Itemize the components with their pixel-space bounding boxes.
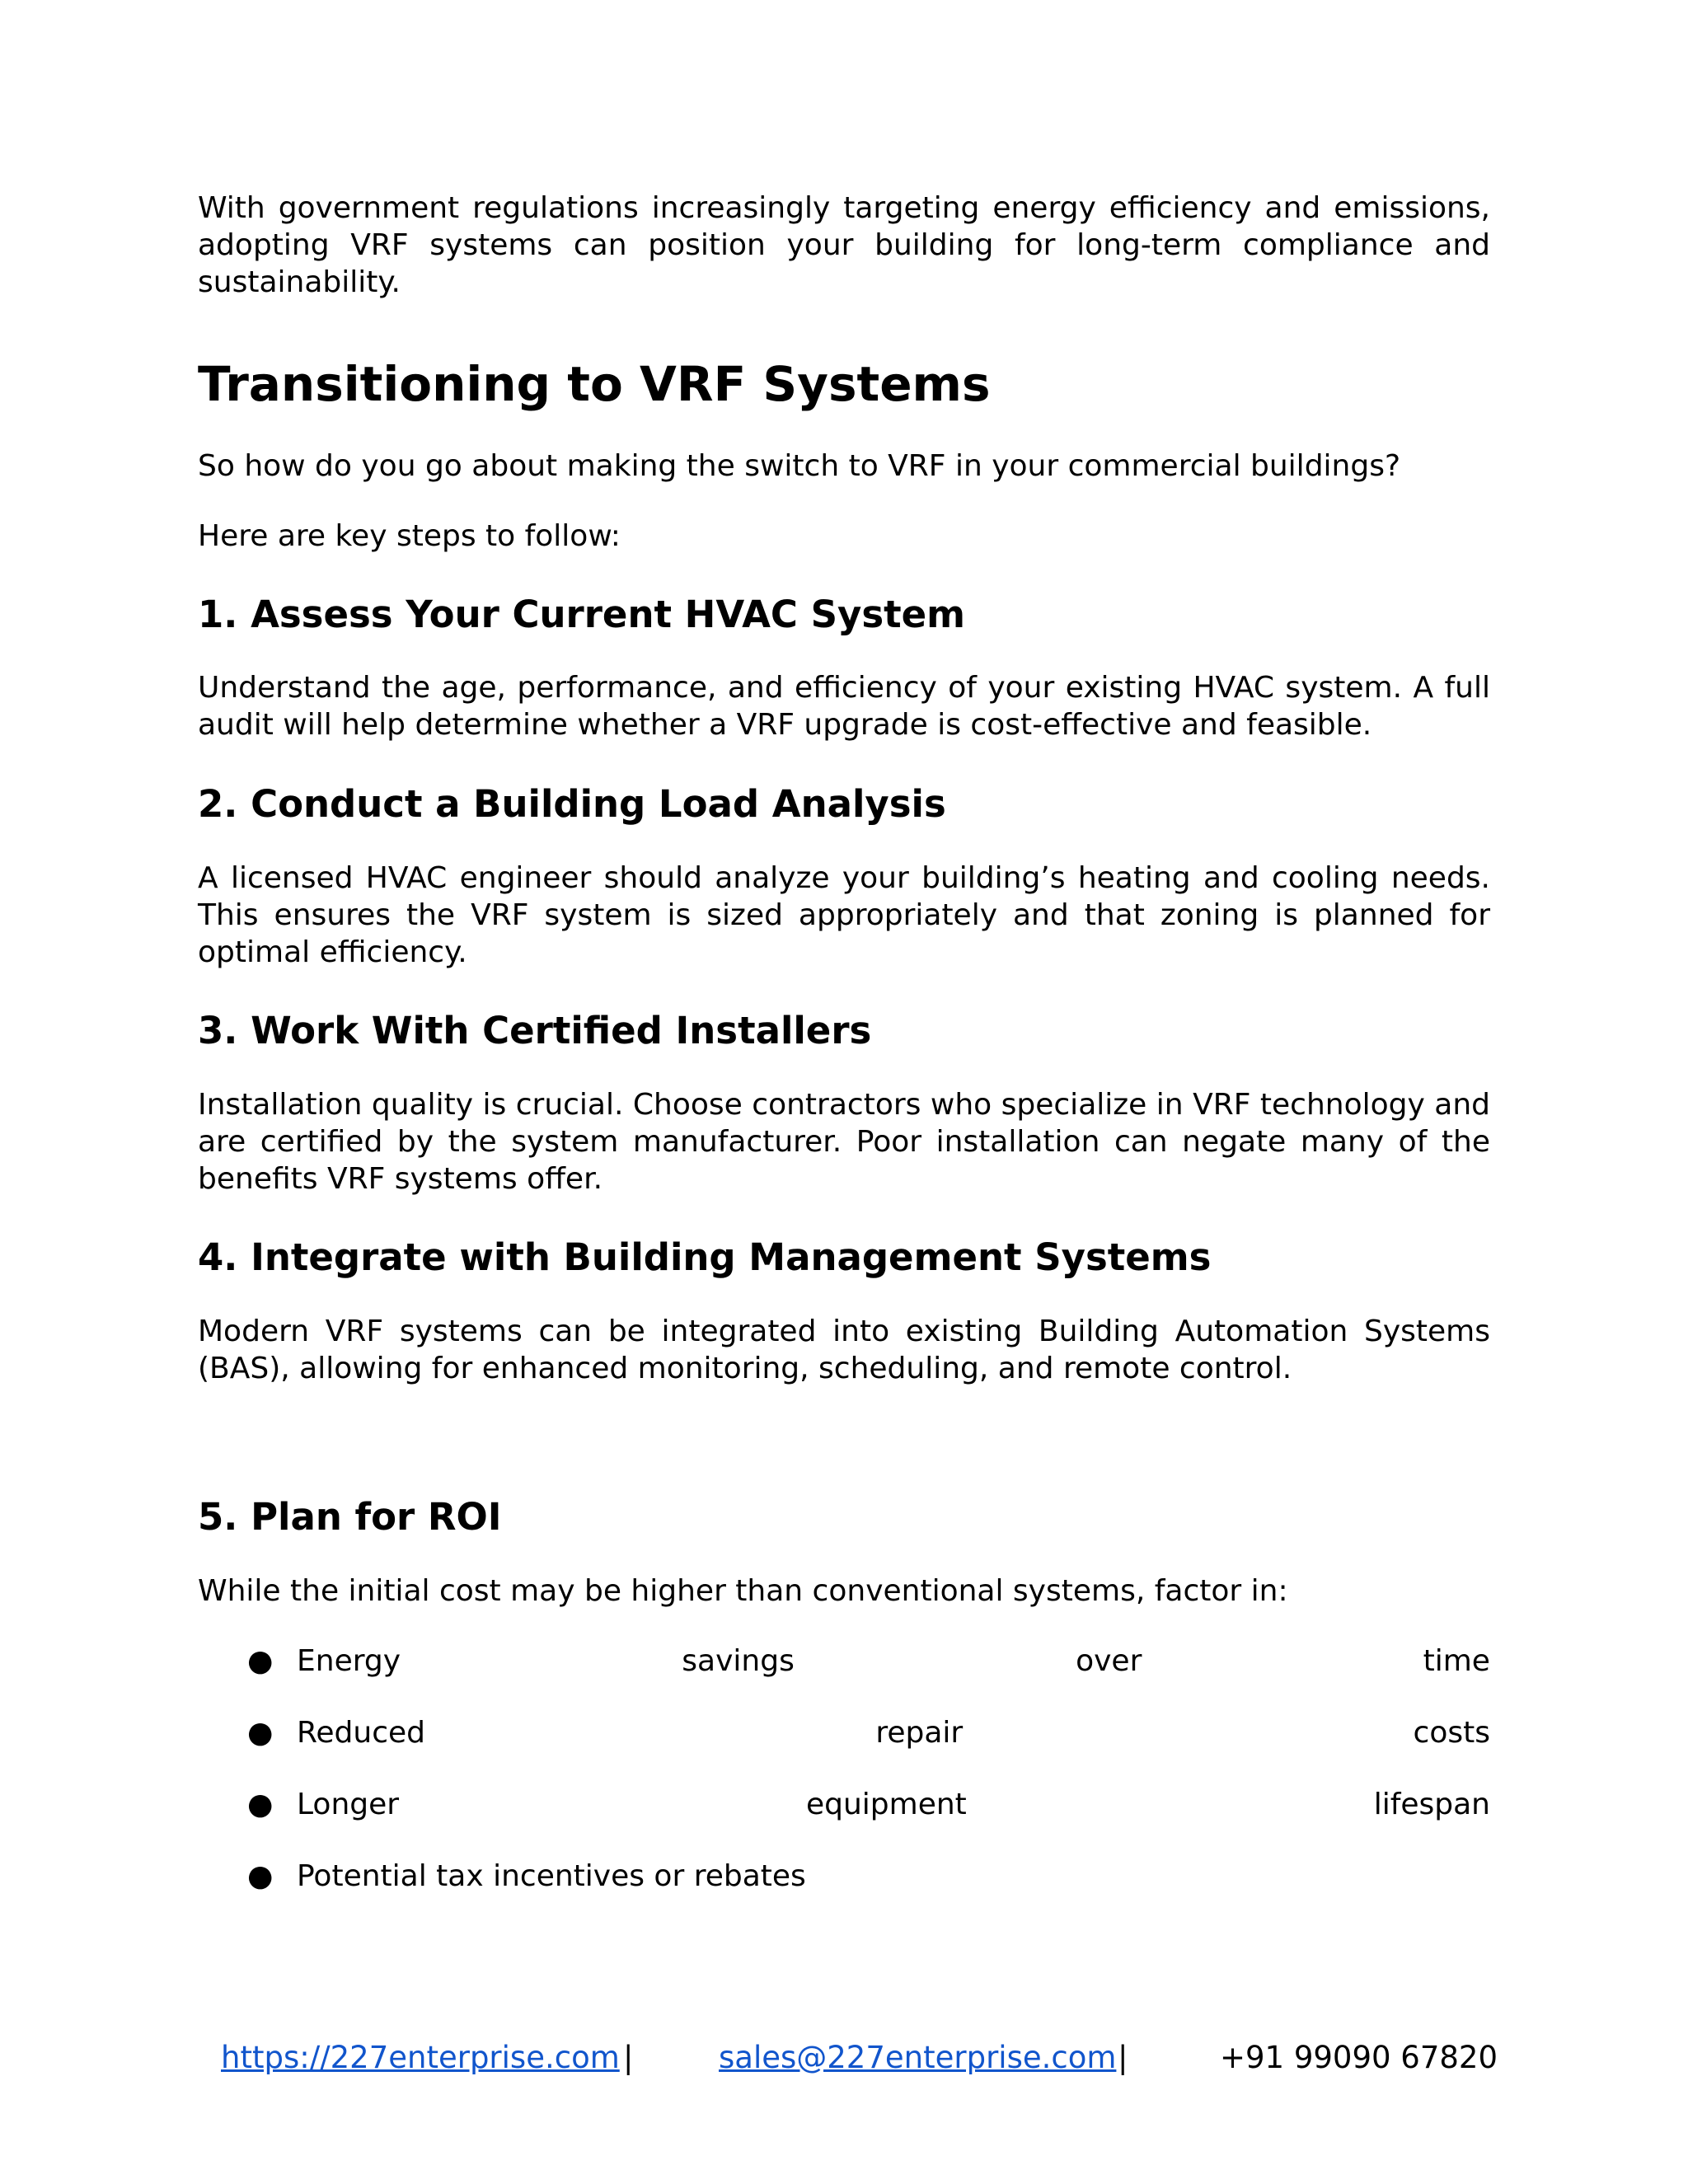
bullet-text [297, 1643, 1490, 1680]
step-3-body: Installation quality is crucial. Choose contractors who specialize in VRF technology and are certified by the system manufacturer. Poor installation can negate many of the benefits VRF systems offer. [198, 1088, 1490, 1196]
step-3-heading: 3. Work With Certified Installers [198, 1009, 872, 1052]
footer-separator: | [623, 2040, 634, 2075]
step-2-body: A licensed HVAC engineer should analyze your building’s heating and cooling needs. This ensures the VRF system is sized appropriately and that zoning is planned for optimal efficiency. [198, 861, 1490, 969]
section-lead: So how do you go about making the switch to VRF in your commercial buildings? [198, 449, 1401, 483]
list-item [198, 1858, 1490, 1895]
bullet-word: costs [1413, 1716, 1490, 1750]
bullet-word: Longer [297, 1788, 400, 1821]
bullet-word: Energy [297, 1644, 401, 1678]
email-link[interactable]: sales@227enterprise.com [719, 2040, 1117, 2075]
bullet-word: Reduced [297, 1716, 426, 1750]
step-1-heading: 1. Assess Your Current HVAC System [198, 593, 966, 636]
bullet-word: over [1076, 1644, 1142, 1678]
step-5-heading: 5. Plan for ROI [198, 1495, 502, 1539]
phone-number: +91 99090 67820 [1220, 2040, 1498, 2075]
list-item [198, 1643, 1490, 1680]
website-link[interactable]: https://227enterprise.com [221, 2040, 620, 2075]
bullet-word: repair [875, 1716, 964, 1750]
bullet-icon: ● [247, 1859, 274, 1893]
bullet-text [297, 1858, 1490, 1895]
list-item [198, 1786, 1490, 1823]
steps-intro: Here are key steps to follow: [198, 519, 621, 553]
step-1-body: Understand the age, performance, and efficiency of your existing HVAC system. A full audit will help determine whether a VRF upgrade is cost-effective and feasible. [198, 671, 1490, 742]
bullet-word: lifespan [1373, 1788, 1490, 1821]
bullet-word: Potential tax incentives or rebates [297, 1859, 806, 1893]
bullet-word: savings [682, 1644, 795, 1678]
bullet-text [297, 1786, 1490, 1823]
bullet-text [297, 1714, 1490, 1751]
step-2-heading: 2. Conduct a Building Load Analysis [198, 782, 946, 826]
step-4-heading: 4. Integrate with Building Management Systems [198, 1235, 1212, 1279]
bullet-icon: ● [247, 1644, 274, 1678]
bullet-word: equipment [805, 1788, 967, 1821]
step-4-body: Modern VRF systems can be integrated into existing Building Automation Systems (BAS), allowing for enhanced monitoring, scheduling, and remote control. [198, 1315, 1490, 1385]
roi-bullet-list [198, 1643, 1490, 1929]
list-item [198, 1714, 1490, 1751]
footer-separator: | [1118, 2040, 1128, 2075]
bullet-word: time [1423, 1644, 1490, 1678]
step-5-body: While the initial cost may be higher than conventional systems, factor in: [198, 1574, 1288, 1608]
bullet-icon: ● [247, 1788, 274, 1821]
section-title: Transitioning to VRF Systems [198, 356, 991, 412]
bullet-icon: ● [247, 1716, 274, 1750]
intro-paragraph: With government regulations increasingly targeting energy efficiency and emissions, adopting VRF systems can position your building for long-term compliance and sustainability. [198, 191, 1490, 299]
